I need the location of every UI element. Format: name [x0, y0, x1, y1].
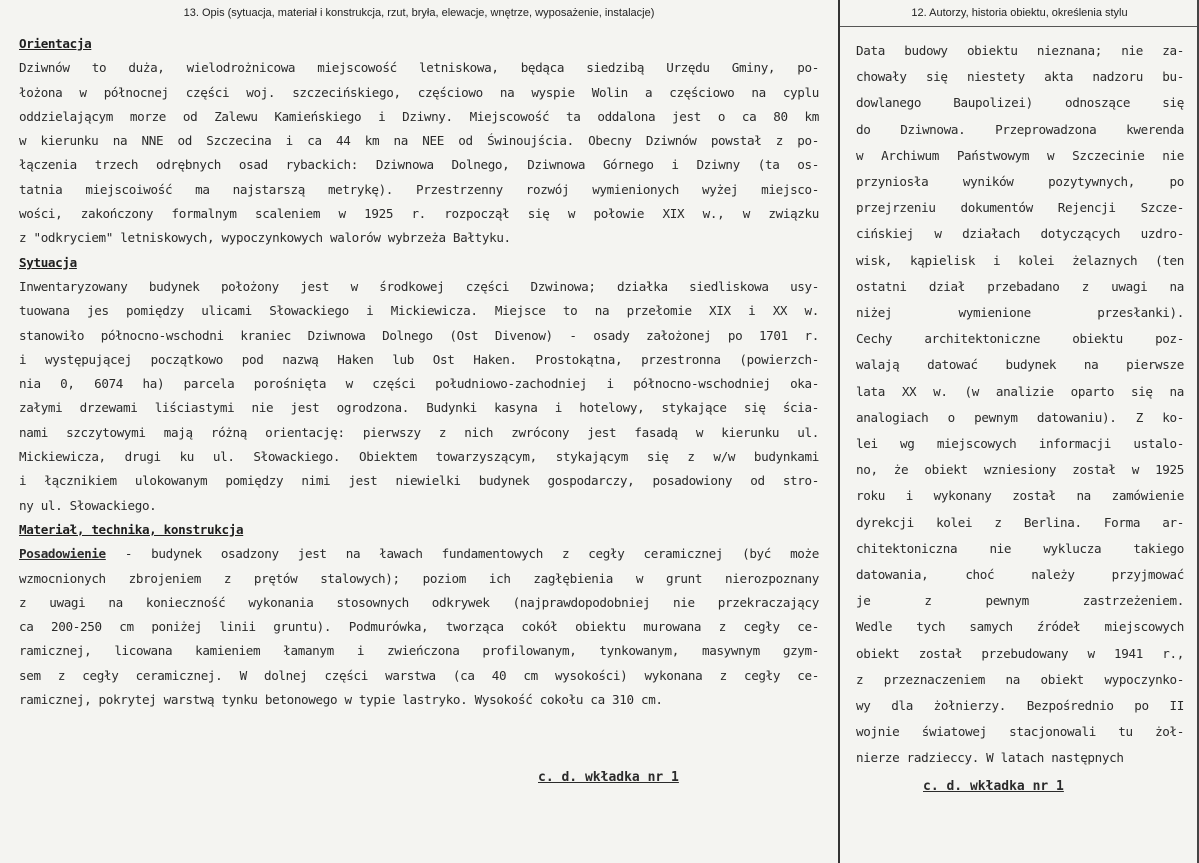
text-line: nierze radzieccy. W latach następnych	[856, 750, 1124, 766]
text-line: przejrzeniu dokumentów Rejencji Szcze-	[856, 200, 1184, 216]
text-line: i występującej początkowo pod nazwą Haken lub Ost Haken. Prostokątna, przestronna (powierzch-	[19, 351, 819, 367]
text-line: i łącznikiem ulokowanym pomiędzy nimi jest niewielki budynek gospodarczy, posadowiony od stro-	[19, 473, 819, 489]
material-heading: Materiał, technika, konstrukcja	[19, 521, 244, 537]
text-line: chitektoniczna nie wyklucza takiego	[856, 540, 1184, 556]
text-line: ca 200-250 cm poniżej linii gruntu). Podmurówka, tworząca cokół obiektu murowana z cegły ce-	[19, 619, 819, 635]
text-line: załymi drzewami liściastymi nie jest ogrodzona. Budynki kasyna i hotelowy, stykające się ścia-	[19, 400, 819, 416]
text-line: z przeznaczeniem na obiekt wypoczynko-	[856, 671, 1184, 687]
text-line: Wedle tych samych źródeł miejscowych	[856, 619, 1184, 635]
text-line: sem z cegły ceramicznej. W dolnej części warstwa (ca 40 cm wysokości) wykonana z cegły ce-	[19, 667, 819, 683]
text-fragment: - budynek osadzony jest na ławach fundamentowych z cegły ceramicznej (być może	[105, 546, 819, 562]
text-line: obiekt został przebudowany w 1941 r.,	[856, 645, 1184, 661]
text-line: Cechy architektoniczne obiektu poz-	[856, 331, 1184, 347]
posadowienie-paragraph	[19, 542, 819, 712]
text-line: w kierunku na NNE od Szczecina i ca 44 km na NEE od Świnoujścia. Obecny Dziwnów powstał z po-	[19, 133, 819, 149]
sytuacja-heading: Sytuacja	[19, 254, 77, 270]
text-line: dyrekcji kolei z Berlina. Forma ar-	[856, 514, 1184, 530]
history-column	[840, 0, 1199, 863]
text-line: oddzielającym morze od Zalewu Kamieńskiego i Dziwny. Miejscowość ta oddalona jest o ca 80 km	[19, 108, 819, 124]
text-line: stanowiło północno-wschodni kraniec Dziwnowa Dolnego (Ost Divenow) - osady założonej po 1701 r.	[19, 327, 819, 343]
text-line: łożona w północnej części woj. szczecińskiego, częściowo na wyspie Wolin a częściowo na cyplu	[19, 84, 819, 100]
text-line: je z pewnym zastrzeżeniem.	[856, 593, 1184, 609]
text-line: w Archiwum Państwowym w Szczecinie nie	[856, 147, 1184, 163]
text-line: nia 0, 6074 ha) parcela porośnięta w części południowo-zachodniej i północno-wschodniej oka-	[19, 376, 819, 392]
text-line: wzmocnionych zbrojeniem z prętów stalowych); poziom ich zagłębienia w grunt nierozpoznany	[19, 570, 819, 586]
text-line: nami szczytowymi mają różną orientację: pierwszy z nich zwrócony jest fasadą w kierunku ul.	[19, 424, 819, 440]
text-line: ramicznej, licowana kamieniem łamanym i zwieńczona profilowanym, tynkowanym, masywnym gzym-	[19, 643, 819, 659]
text-line: z uwagi na konieczność wykonania stosownych odkrywek (najprawdopodobniej nie przekraczający	[19, 594, 819, 610]
text-line: walają datować budynek na pierwsze	[856, 357, 1184, 373]
text-line: wości, zakończony formalnym scaleniem w 1925 r. rozpoczął się w połowie XIX w., w związku	[19, 206, 819, 222]
text-line: dowlanego Baupolizei) odnoszące się	[856, 95, 1184, 111]
text-line: Dziwnów to duża, wielodrożnicowa miejscowość letniskowa, będąca siedzibą Urzędu Gminy, po-	[19, 60, 819, 76]
text-line: datowania, choć należy przyjmować	[856, 567, 1184, 583]
posadowienie-label: Posadowienie	[19, 546, 106, 562]
text-line: łączenia trzech odrębnych osad rybackich: Dziwnowa Dolnego, Dziwnowa Górnego i Dziwny (ta os-	[19, 157, 819, 173]
text-line: z "odkryciem" letniskowych, wypoczynkowych walorów wybrzeża Bałtyku.	[19, 230, 511, 246]
text-line: ny ul. Słowackiego.	[19, 497, 157, 513]
text-line: wojnie światowej stacjonowali tu żoł-	[856, 724, 1184, 740]
text-line: Inwentaryzowany budynek położony jest w środkowej części Dzwinowa; działka siedliskowa usy-	[19, 278, 819, 294]
text-line: analogiach o pewnym datowaniu). Z ko-	[856, 409, 1184, 425]
text-line	[19, 542, 819, 566]
text-line: Data budowy obiektu nieznana; nie za-	[856, 43, 1184, 58]
sytuacja-paragraph	[19, 275, 819, 518]
history-body	[856, 38, 1184, 772]
text-line: lei wg miejscowych informacji ustalo-	[856, 436, 1184, 452]
text-line: no, że obiekt wzniesiony został w 1925	[856, 462, 1184, 478]
text-line: ramicznej, pokrytej warstwą tynku betonowego w typie lastryko. Wysokość cokołu ca 310 cm.	[19, 692, 663, 708]
text-line: wy dla żołnierzy. Bezpośrednio po II	[856, 698, 1184, 714]
text-line: roku i wykonany został na zamówienie	[856, 488, 1184, 504]
text-line: przyniosła wyników pozytywnych, po	[856, 174, 1184, 190]
orientacja-heading: Orientacja	[19, 36, 92, 51]
text-line: niżej wymienione przesłanki).	[856, 305, 1184, 321]
continuation-note-left: c. d. wkładka nr 1	[538, 770, 679, 785]
text-line: cińskiej w działach dotyczących uzdro-	[856, 226, 1184, 242]
description-header: 13. Opis (sytuacja, materiał i konstrukcja, rzut, bryła, elewacje, wnętrze, wyposażenie, instalacje)	[183, 7, 655, 19]
text-line: tuowana jes pomiędzy ulicami Słowackiego i Mickiewicza. Miejsce to na przełomie XIX i XX w.	[19, 303, 819, 319]
text-line: lata XX w. (w analizie oparto się na	[856, 383, 1184, 399]
history-header: 12. Autorzy, historia obiektu, określenia stylu	[840, 0, 1199, 27]
text-line: chowały się niestety akta nadzoru bu-	[856, 69, 1184, 85]
text-line: Mickiewicza, drugi ku ul. Słowackiego. Obiektem towarzyszącym, stykającym się z w/w budynkami	[19, 449, 819, 465]
text-line: do Dziwnowa. Przeprowadzona kwerenda	[856, 121, 1184, 137]
continuation-note-right: c. d. wkładka nr 1	[923, 779, 1064, 794]
text-line: wisk, kąpielisk i kolei żelaznych (ten	[856, 252, 1184, 268]
text-line: ostatni dział przebadano z uwagi na	[856, 278, 1184, 294]
text-line: tatnia miejscoiwość ma najstarszą metrykę). Przestrzenny rozwój wymienionych wyżej miejsco-	[19, 181, 819, 197]
description-body	[19, 32, 819, 712]
orientacja-paragraph	[19, 56, 819, 250]
